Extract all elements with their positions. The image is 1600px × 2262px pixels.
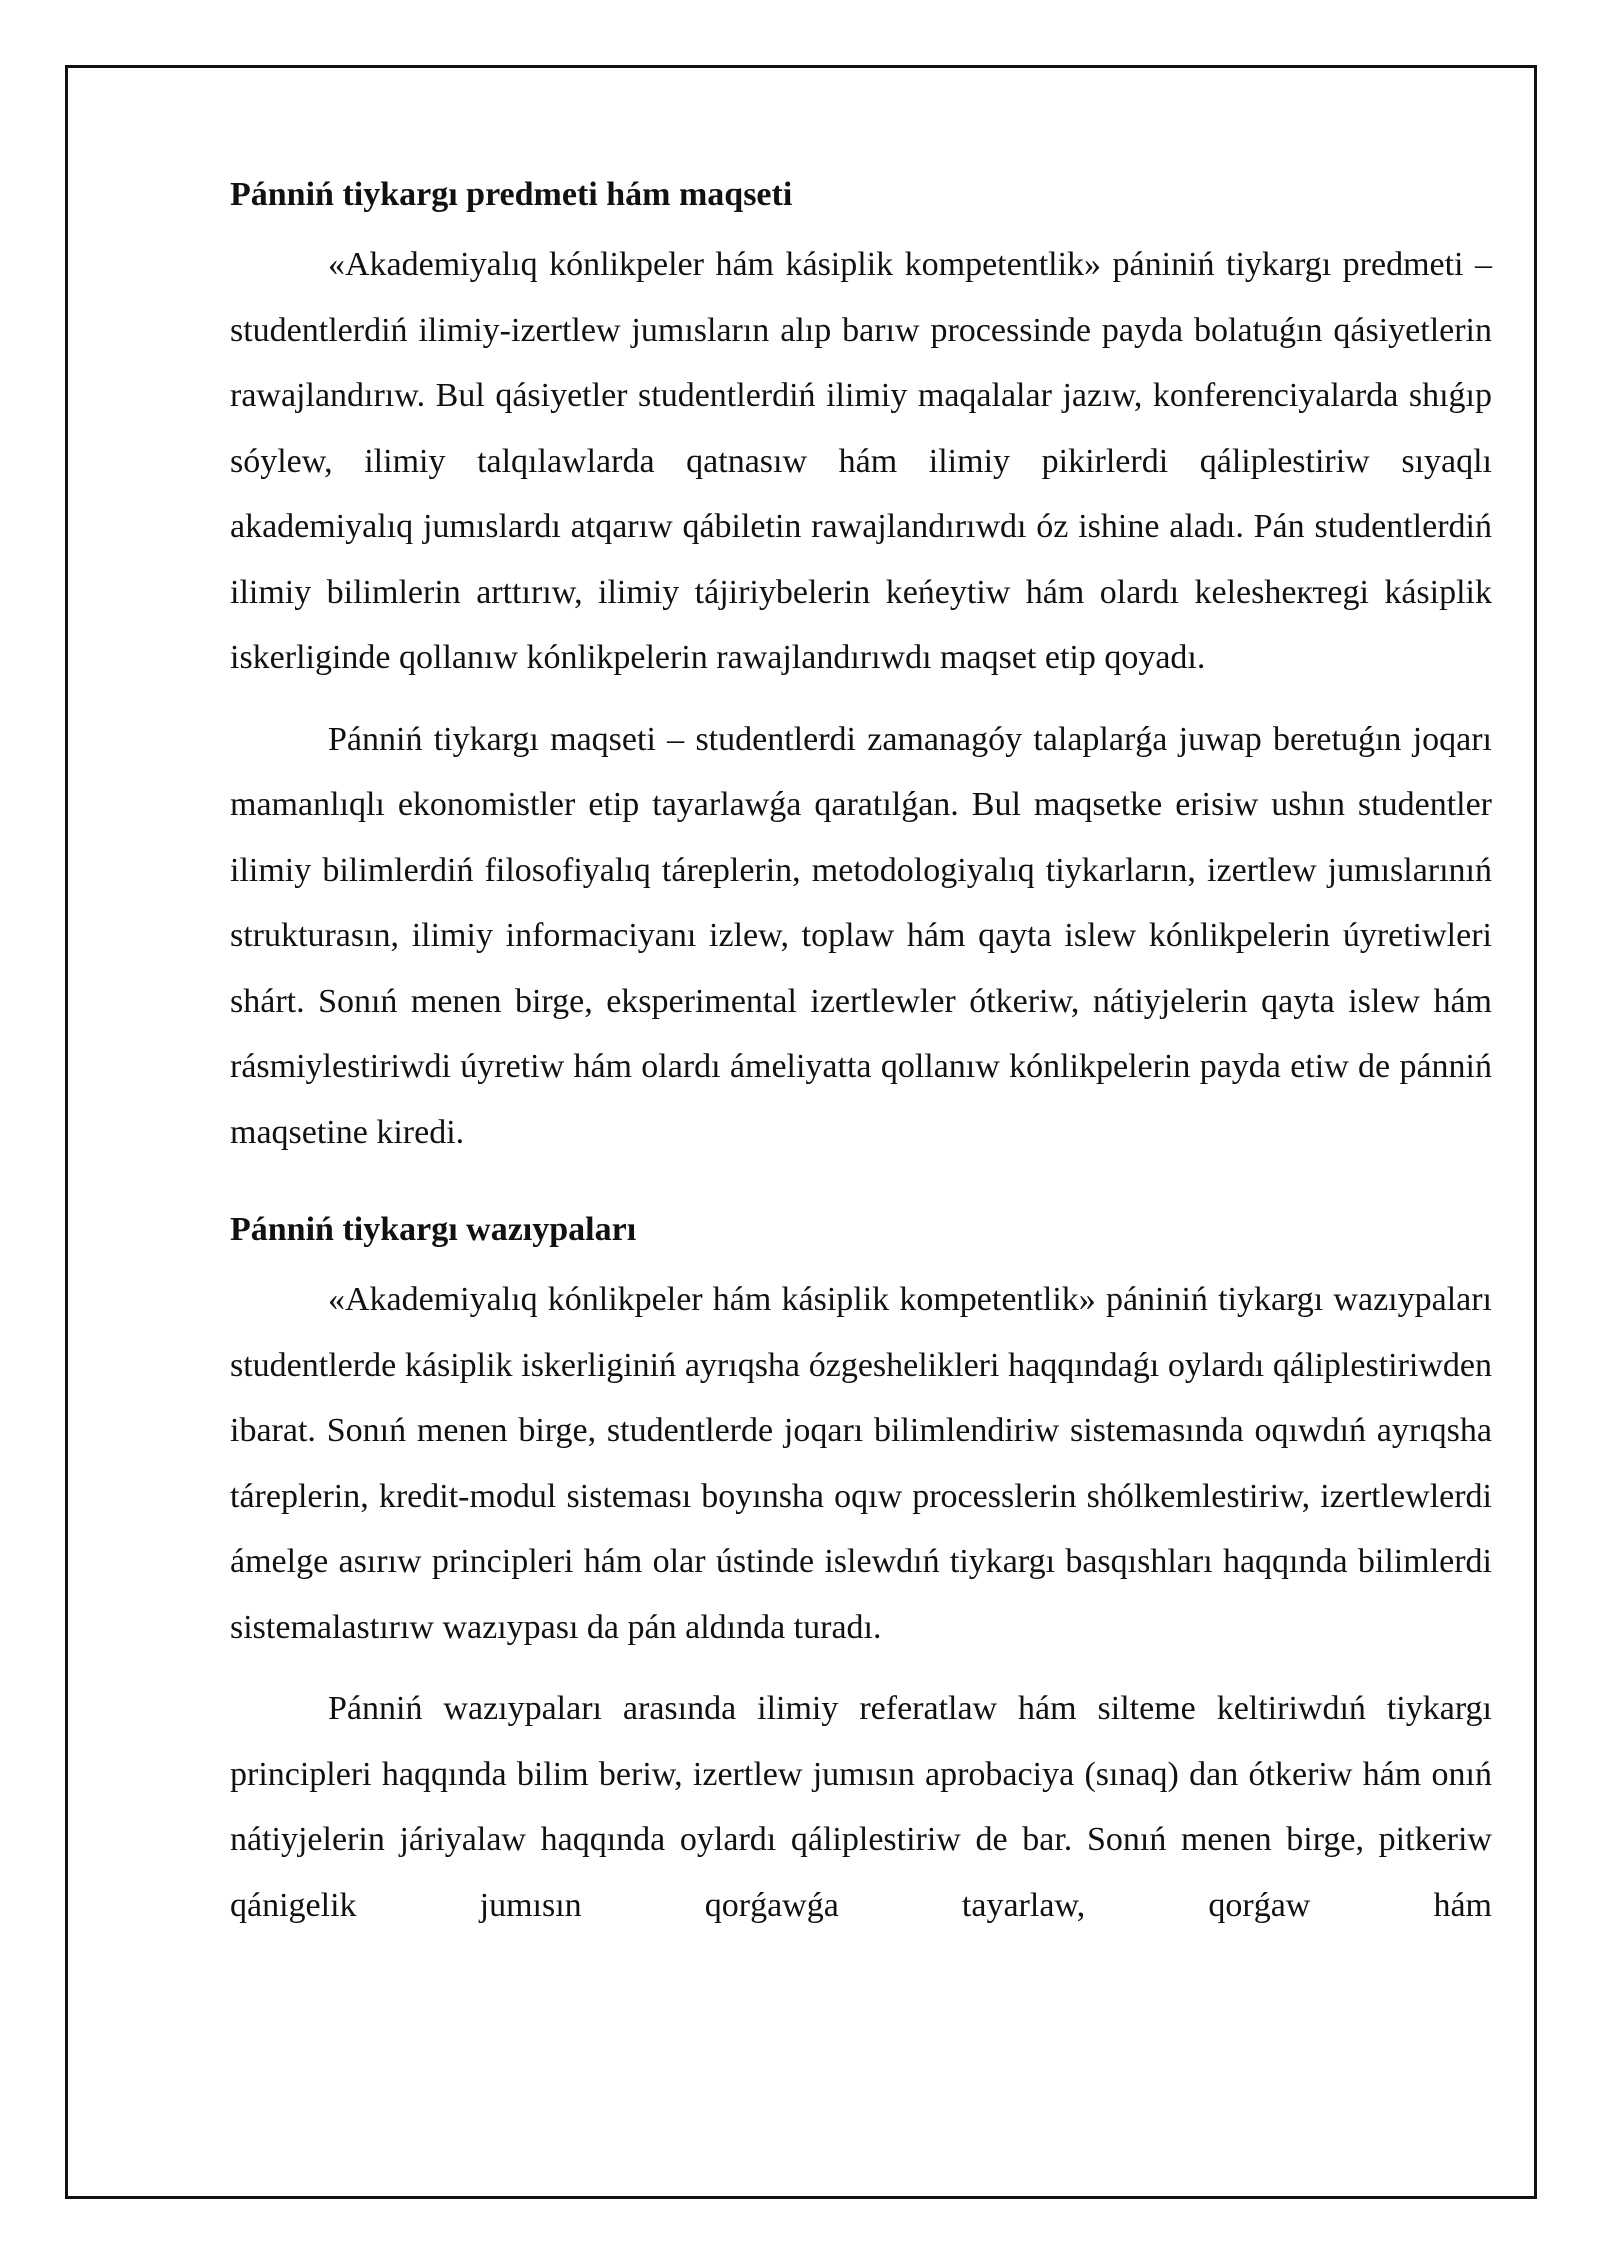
paragraph-goal: Pánniń tiykargı maqseti – studentlerdi zamanagóy talaplarǵa juwap beretuǵın joqarı mamanlıqlı ekonomistler etip tayarlawǵa qaratılǵan. Bul maqsetke erisiw ushın studentler ilimiy bilimlerdiń filosofiyalıq táreplerin, metodologiyalıq tiykarların, izertlew jumıslarınıń strukturasın, ilimiy informaciyanı izlew, toplaw hám qayta islew kónlikpelerin úyretiwleri shárt. Sonıń menen birge, eksperimental izertlewler ótkeriw, nátiyjelerin qayta islew hám rásmiylestiriwdi úyretiw hám olardı ámeliyatta qollanıw kónlikpelerin payda etiw de pánniń maqsetine kiredi. (230, 720, 1492, 1151)
section-heading-subject-and-goal: Pánniń tiykargı predmeti hám maqseti (230, 176, 793, 213)
document-body (230, 170, 1492, 1938)
paragraph-tasks: «Akademiyalıq kónlikpeler hám kásiplik kompetentlik» pániniń tiykargı wazıypaları studentlerde kásiplik iskerliginiń ayrıqsha ózgeshelikleri haqqındaǵı oylardı qáliplestiriwden ibarat. Sonıń menen birge, studentlerde joqarı bilimlendiriw sistemasında oqıwdıń ayrıqsha táreplerin, kredit-modul sisteması boyınsha oqıw processlerin shólkemlestiriw, izertlewlerdi ámelge asırıw principleri hám olar ústinde islewdıń tiykargı basqıshları haqqında bilimlerdi sistemalastırıw wazıypası da pán aldında turadı. (230, 1281, 1492, 1646)
paragraph-subject: «Akademiyalıq kónlikpeler hám kásiplik kompetentlik» pániniń tiykargı predmeti – studentlerdiń ilimiy-izertlew jumısların alıp barıw processinde payda bolatuǵın qásiyetlerin rawajlandırıw. Bul qásiyetler studentlerdiń ilimiy maqalalar jazıw, konferenciyalarda shıǵıp sóylew, ilimiy talqılawlarda qatnasıw hám ilimiy pikirlerdi qáliplestiriw sıyaqlı akademiyalıq jumıslardı atqarıw qábiletin rawajlandırıwdı óz ishine aladı. Pán studentlerdiń ilimiy bilimlerin arttırıw, ilimiy tájiriybelerin keńeytiw hám olardı kelesheктegi kásiplik iskerliginde qollanıw kónlikpelerin rawajlandırıwdı maqset etip qoyadı. (230, 246, 1492, 676)
section-heading-tasks: Pánniń tiykargı wazıypaları (230, 1211, 637, 1248)
paragraph-tasks-continued: Pánniń wazıypaları arasında ilimiy referatlaw hám silteme keltiriwdıń tiykargı principleri haqqında bilim beriw, izertlew jumısın aprobaciya (sınaq) dan ótkeriw hám onıń nátiyjelerin járiyalaw haqqında oylardı qáliplestiriw de bar. Sonıń menen birge, pitkeriw qánigelik jumısın qorǵawǵa tayarlaw, qorǵaw hám (230, 1690, 1492, 1924)
